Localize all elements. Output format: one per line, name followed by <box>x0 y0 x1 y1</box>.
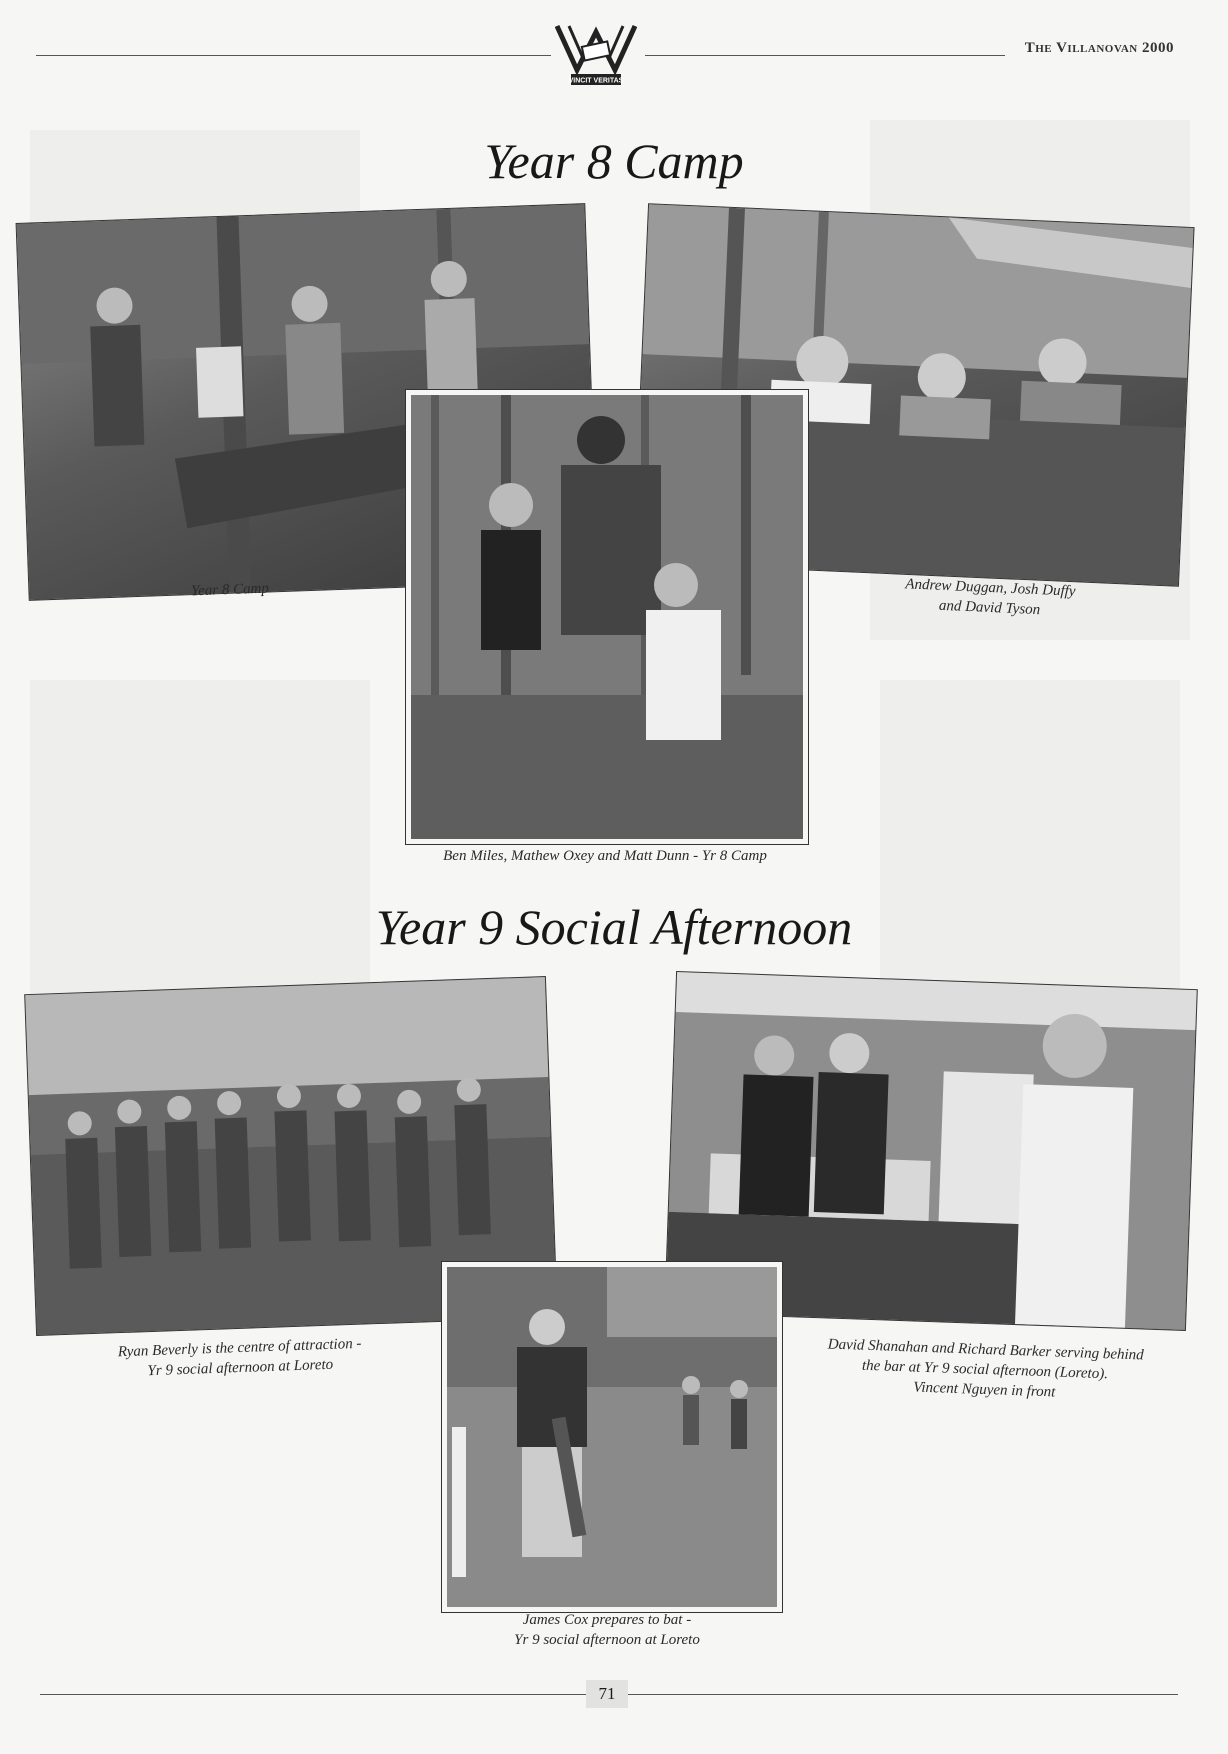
page-number: 71 <box>586 1680 628 1708</box>
header-rule-left <box>36 55 551 56</box>
photo-year9-social-batting <box>442 1262 782 1612</box>
publication-title: The Villanovan 2000 <box>1024 40 1174 56</box>
svg-text:VINCIT VERITAS: VINCIT VERITAS <box>568 77 624 85</box>
footer-rule-right <box>628 1694 1178 1695</box>
section-title: Year 8 Camp <box>484 133 744 189</box>
photo-caption: James Cox prepares to bat - Yr 9 social afternoon at Loreto <box>514 1612 700 1648</box>
photo-caption: Year 8 Camp <box>190 580 270 600</box>
photo-year8-camp-forest <box>406 390 808 844</box>
section-title: Year 9 Social Afternoon <box>375 899 853 955</box>
school-crest-logo <box>555 18 637 90</box>
photo-caption: Ben Miles, Mathew Oxey and Matt Dunn - Yr 8 Camp <box>443 848 767 864</box>
photo-caption: Andrew Duggan, Josh Duffy and David Tyson <box>905 576 1076 619</box>
header-rule-right <box>645 55 1005 56</box>
photo-caption: David Shanahan and Richard Barker serving behind the bar at Yr 9 social afternoon (Loreto). Vincent Nguyen in front <box>827 1336 1144 1401</box>
footer-rule-left <box>40 1694 586 1695</box>
photo-caption: Ryan Beverly is the centre of attraction - Yr 9 social afternoon at Loreto <box>117 1335 362 1380</box>
